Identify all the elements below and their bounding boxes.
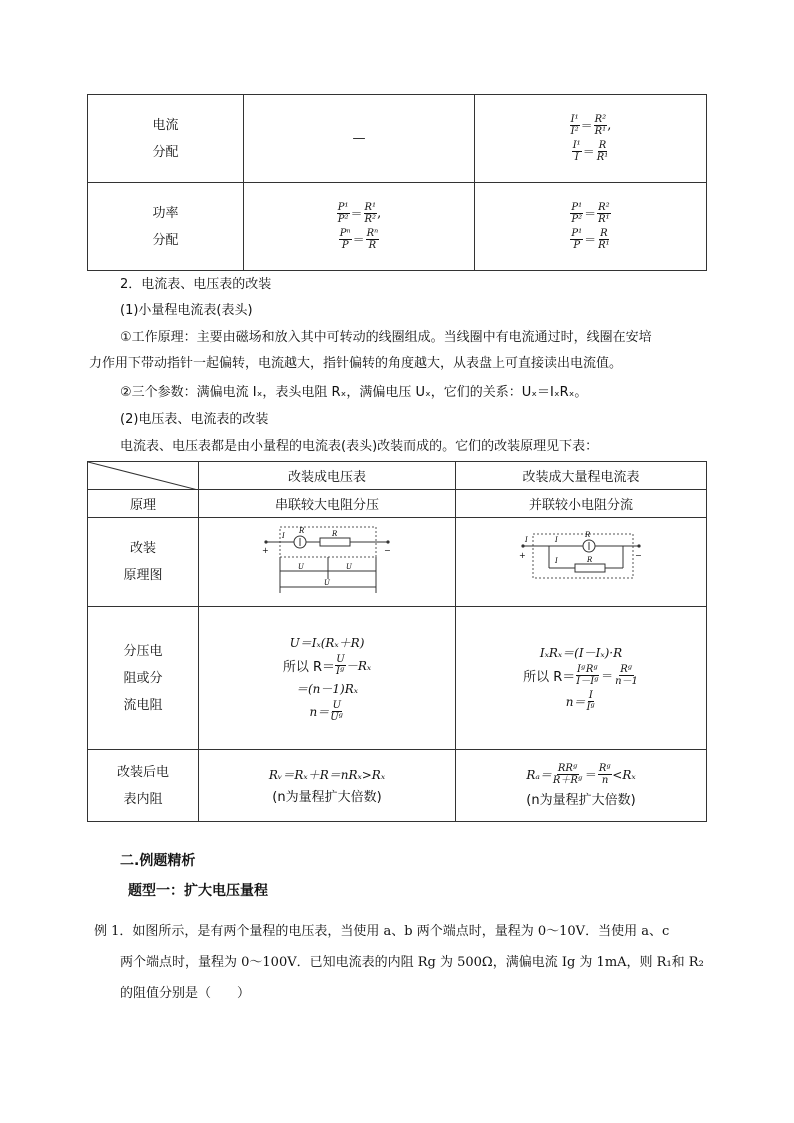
principle-voltage: 串联较大电阻分压 xyxy=(199,490,456,518)
section2-p1-line1: ①工作原理：主要由磁场和放入其中可转动的线圈组成。当线圈中有电流通过时，线圈在安培 xyxy=(120,330,652,345)
svg-text:−: − xyxy=(635,551,642,560)
formula-i1-i: $\frac{\text{I¹}}{I}$ ＝ $\frac{R}{\text{R¹}}$ xyxy=(572,140,609,163)
svg-text:R: R xyxy=(587,556,593,564)
header-voltage: 改装成电压表 xyxy=(199,462,456,490)
section2-sub1: (1)小量程电流表(表头) xyxy=(120,303,253,318)
current-internal-cell xyxy=(456,750,707,822)
svg-text:R: R xyxy=(585,531,591,539)
svg-text:U: U xyxy=(298,563,304,571)
formula-p1-p-parallel: $\frac{\text{P¹}}{P}$ ＝ $\frac{R}{\text{R¹}}$ xyxy=(571,228,610,251)
row-label-current: 电流 分配 xyxy=(88,95,244,183)
voltage-internal-cell xyxy=(199,750,456,822)
svg-text:+: + xyxy=(262,546,269,555)
c-internal: Rₐ＝ $\frac{\text{RRᶢ}}{\text{R＋Rᶢ}}$ ＝ $\frac{\text{Rᶢ}}{n}$ <Rₓ xyxy=(526,763,636,786)
formula-i1-i2: $\frac{\text{I¹}}{\text{I²}}$ ＝ $\frac{\text{R²}}{\text{R¹}}$ , xyxy=(570,114,612,137)
section2-sub2: (2)电压表、电流表的改装 xyxy=(120,412,269,427)
header-current: 改装成大量程电流表 xyxy=(456,462,707,490)
current-circuit-cell xyxy=(456,518,707,607)
c-eq1: IₓRₓ＝(I－Iₓ)·R xyxy=(539,645,623,660)
label-internal: 改装后电 表内阻 xyxy=(88,750,199,822)
label-principle: 原理 xyxy=(88,490,199,518)
voltage-circuit-diagram xyxy=(262,523,392,597)
section2-p3: 电流表、电压表都是由小量程的电流表(表头)改装而成的。它们的改装原理见下表： xyxy=(120,439,599,454)
current-resistor-cell xyxy=(456,607,707,750)
svg-text:U: U xyxy=(324,579,330,587)
svg-text:+: + xyxy=(519,551,526,560)
parallel-current-cell xyxy=(475,95,707,183)
v-eq4: n＝ $\frac{U}{\text{Uᶢ}}$ xyxy=(309,699,344,723)
svg-text:R: R xyxy=(332,530,338,538)
svg-text:I: I xyxy=(282,532,285,540)
conversion-table xyxy=(87,461,707,822)
c-internal-note: (n为量程扩大倍数) xyxy=(526,793,636,808)
svg-text:I: I xyxy=(555,536,558,544)
formula-pn-p-series: $\frac{\text{Pⁿ}}{P}$ ＝ $\frac{\text{Rⁿ}}{R}$ xyxy=(339,228,379,251)
corner-cell xyxy=(88,462,199,490)
example1-line1: 例 1．如图所示，是有两个量程的电压表，当使用 a、b 两个端点时，量程为 0～10V．当使用 a、c xyxy=(94,924,670,939)
distribution-table xyxy=(87,94,707,271)
label-resistor: 分压电 阻或分 流电阻 xyxy=(88,607,199,750)
current-circuit-diagram xyxy=(519,530,643,590)
svg-text:−: − xyxy=(384,546,391,555)
label-diagram: 改装 原理图 xyxy=(88,518,199,607)
dash-text: — xyxy=(352,131,366,146)
row-label-power: 功率 分配 xyxy=(88,183,244,271)
section2-p2: ②三个参数：满偏电流 Iₓ，表头电阻 Rₓ，满偏电压 Uₓ，它们的关系：Uₓ＝IₓRₓ。 xyxy=(120,385,588,400)
parallel-power-cell xyxy=(475,183,707,271)
example1-line3: 的阻值分别是（ ） xyxy=(120,986,251,1001)
svg-text:R: R xyxy=(299,527,305,535)
voltage-circuit-cell xyxy=(199,518,456,607)
examples-title: 二.例题精析 xyxy=(120,853,196,869)
c-eq2: 所以 R＝ $\frac{\text{IᶢRᶢ}}{\text{I－Iᶢ}}$ ＝ $\frac{\text{Rᶢ}}{n-1}$ xyxy=(523,663,638,687)
svg-text:I: I xyxy=(525,536,528,544)
v-eq2: 所以 R＝ $\frac{U}{\text{Iᶢ}}$ －Rₓ xyxy=(282,653,372,677)
formula-p1-p2-series: $\frac{\text{P¹}}{\text{P²}}$ ＝ $\frac{\text{R¹}}{\text{R²}}$ , xyxy=(337,202,382,225)
svg-text:U: U xyxy=(346,563,352,571)
diagonal-line xyxy=(88,462,198,490)
examples-subtitle: 题型一：扩大电压量程 xyxy=(128,883,268,899)
example1-line2: 两个端点时，量程为 0～100V．已知电流表的内阻 Rg 为 500Ω，满偏电流 Ig 为 1mA，则 R₁和 R₂ xyxy=(120,955,704,970)
section2-p1-line2: 力作用下带动指针一起偏转，电流越大，指针偏转的角度越大，从表盘上可直接读出电流值。 xyxy=(89,356,623,371)
v-eq3: ＝(n－1)Rₓ xyxy=(295,681,359,696)
v-eq1: U＝Iₓ(Rₓ＋R) xyxy=(289,635,365,650)
principle-current: 并联较小电阻分流 xyxy=(456,490,707,518)
section2-title: 2．电流表、电压表的改装 xyxy=(120,277,272,292)
series-power-cell xyxy=(244,183,475,271)
v-internal-note: (n为量程扩大倍数) xyxy=(272,790,382,805)
series-current-cell xyxy=(244,95,475,183)
formula-p1-p2-parallel: $\frac{\text{P¹}}{\text{P²}}$ ＝ $\frac{\text{R²}}{\text{R¹}}$ xyxy=(571,202,610,225)
svg-text:I: I xyxy=(555,557,558,565)
v-internal: Rᵥ＝Rₓ＋R＝nRₓ>Rₓ xyxy=(268,768,386,782)
voltage-resistor-cell xyxy=(199,607,456,750)
c-eq3: n＝ $\frac{I}{\text{Iᶢ}}$ xyxy=(565,689,596,713)
